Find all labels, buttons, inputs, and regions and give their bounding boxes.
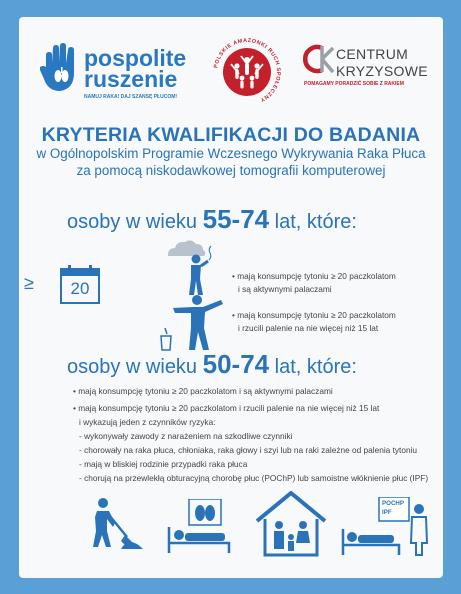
section1-bullet-2-line2: i rzucili palenie na nie więcej niż 15 lat [238,323,379,333]
section2-line-5: - chorowały na raka płuca, chłoniaka, raka głowy i szyi lub na raki zależne od palenia tytoniu [79,445,418,455]
section2-line-3: i wykazują jeden z czynników ryzyka: [79,417,216,427]
worker-shovel-icon [87,495,145,553]
section2-line-1: • mają konsumpcję tytoniu ≥ 20 paczkolatom i są aktywnymi palaczami [73,386,333,396]
section2-line-4: - wykonywały zawody z narażeniem na szkodliwe czynniki [79,431,293,441]
section2-line-6: - mają w bliskiej rodzinie przypadki raka płuca [79,459,248,469]
section2-line-2: • mają konsumpcję tytoniu ≥ 20 paczkolatom i rzucili palenie na nie więcej niż 15 lat [73,403,380,413]
greater-equal-symbol: ≥ [24,273,34,293]
board-text-ipf: IPF [382,509,392,516]
section2-heading [67,349,357,380]
calendar-number: 20 [70,279,90,298]
page-subtitle-1: w Ogólnopolskim Programie Wczesnego Wykrywania Raka Płuca [36,146,426,161]
section2-prefix: osoby w wieku [67,356,203,378]
section1-bullet-1-line1: • mają konsumpcję tytoniu ≥ 20 paczkolatom [232,271,396,281]
section1-suffix: lat, które: [269,211,357,233]
amazonki-ring-text: POLSKIE AMAZONKI RUCH SPOŁECZNY [213,37,282,103]
poster-card [19,17,443,578]
logo-kryzysowe: KRYZYSOWE [336,63,428,79]
section1-bullet-1-line2: i są aktywnymi palaczami [238,284,332,294]
hand-lungs-icon [40,43,80,95]
patient-bed-lungs-icon [167,499,233,555]
logo-word-pospolite: pospolite [84,45,187,71]
logo-word-ruszenie: ruszenie [84,66,178,92]
amazonki-emblem-icon [209,34,285,110]
polskie-amazonki-logo [209,34,285,110]
page-subtitle-2: za pomocą niskodawkowej tomografii komputerowej [76,163,386,178]
logo-tagline: NAMUJ RAKA! DAJ SZANSĘ PŁUCOM! [84,94,178,100]
section2-age-range: 50-74 [202,349,270,379]
pospolite-ruszenie-logo [40,43,187,103]
patient-doctor-icon [341,497,431,557]
section1-prefix: osoby w wieku [67,211,203,233]
centrum-kryzysowe-logo [302,42,437,98]
calendar-icon [60,264,100,304]
board-text-pochp: POCHP [382,500,405,507]
section1-bullet-2-line1: • mają konsumpcję tytoniu ≥ 20 paczkolatom [232,310,396,320]
logo-centrum: CENTRUM [336,46,409,62]
section1-heading [67,204,357,235]
section2-suffix: lat, które: [269,356,357,378]
ck-monogram-icon [302,42,336,76]
section2-line-7: - chorują na przewlekłą obturacyjną chorobę płuc (POChP) lub samoistne włóknienie płuc (IPF) [79,473,429,483]
family-house-icon [253,491,329,557]
page-title: KRYTERIA KWALIFIKACJI DO BADANIA [41,124,421,146]
quit-smoking-person-icon [159,294,231,352]
smoker-with-cloud-icon [164,235,226,297]
section1-age-range: 55-74 [202,204,270,234]
logo-ck-tagline: POMAGAMY PORADZIĆ SOBIE Z RAKIEM [304,81,404,87]
